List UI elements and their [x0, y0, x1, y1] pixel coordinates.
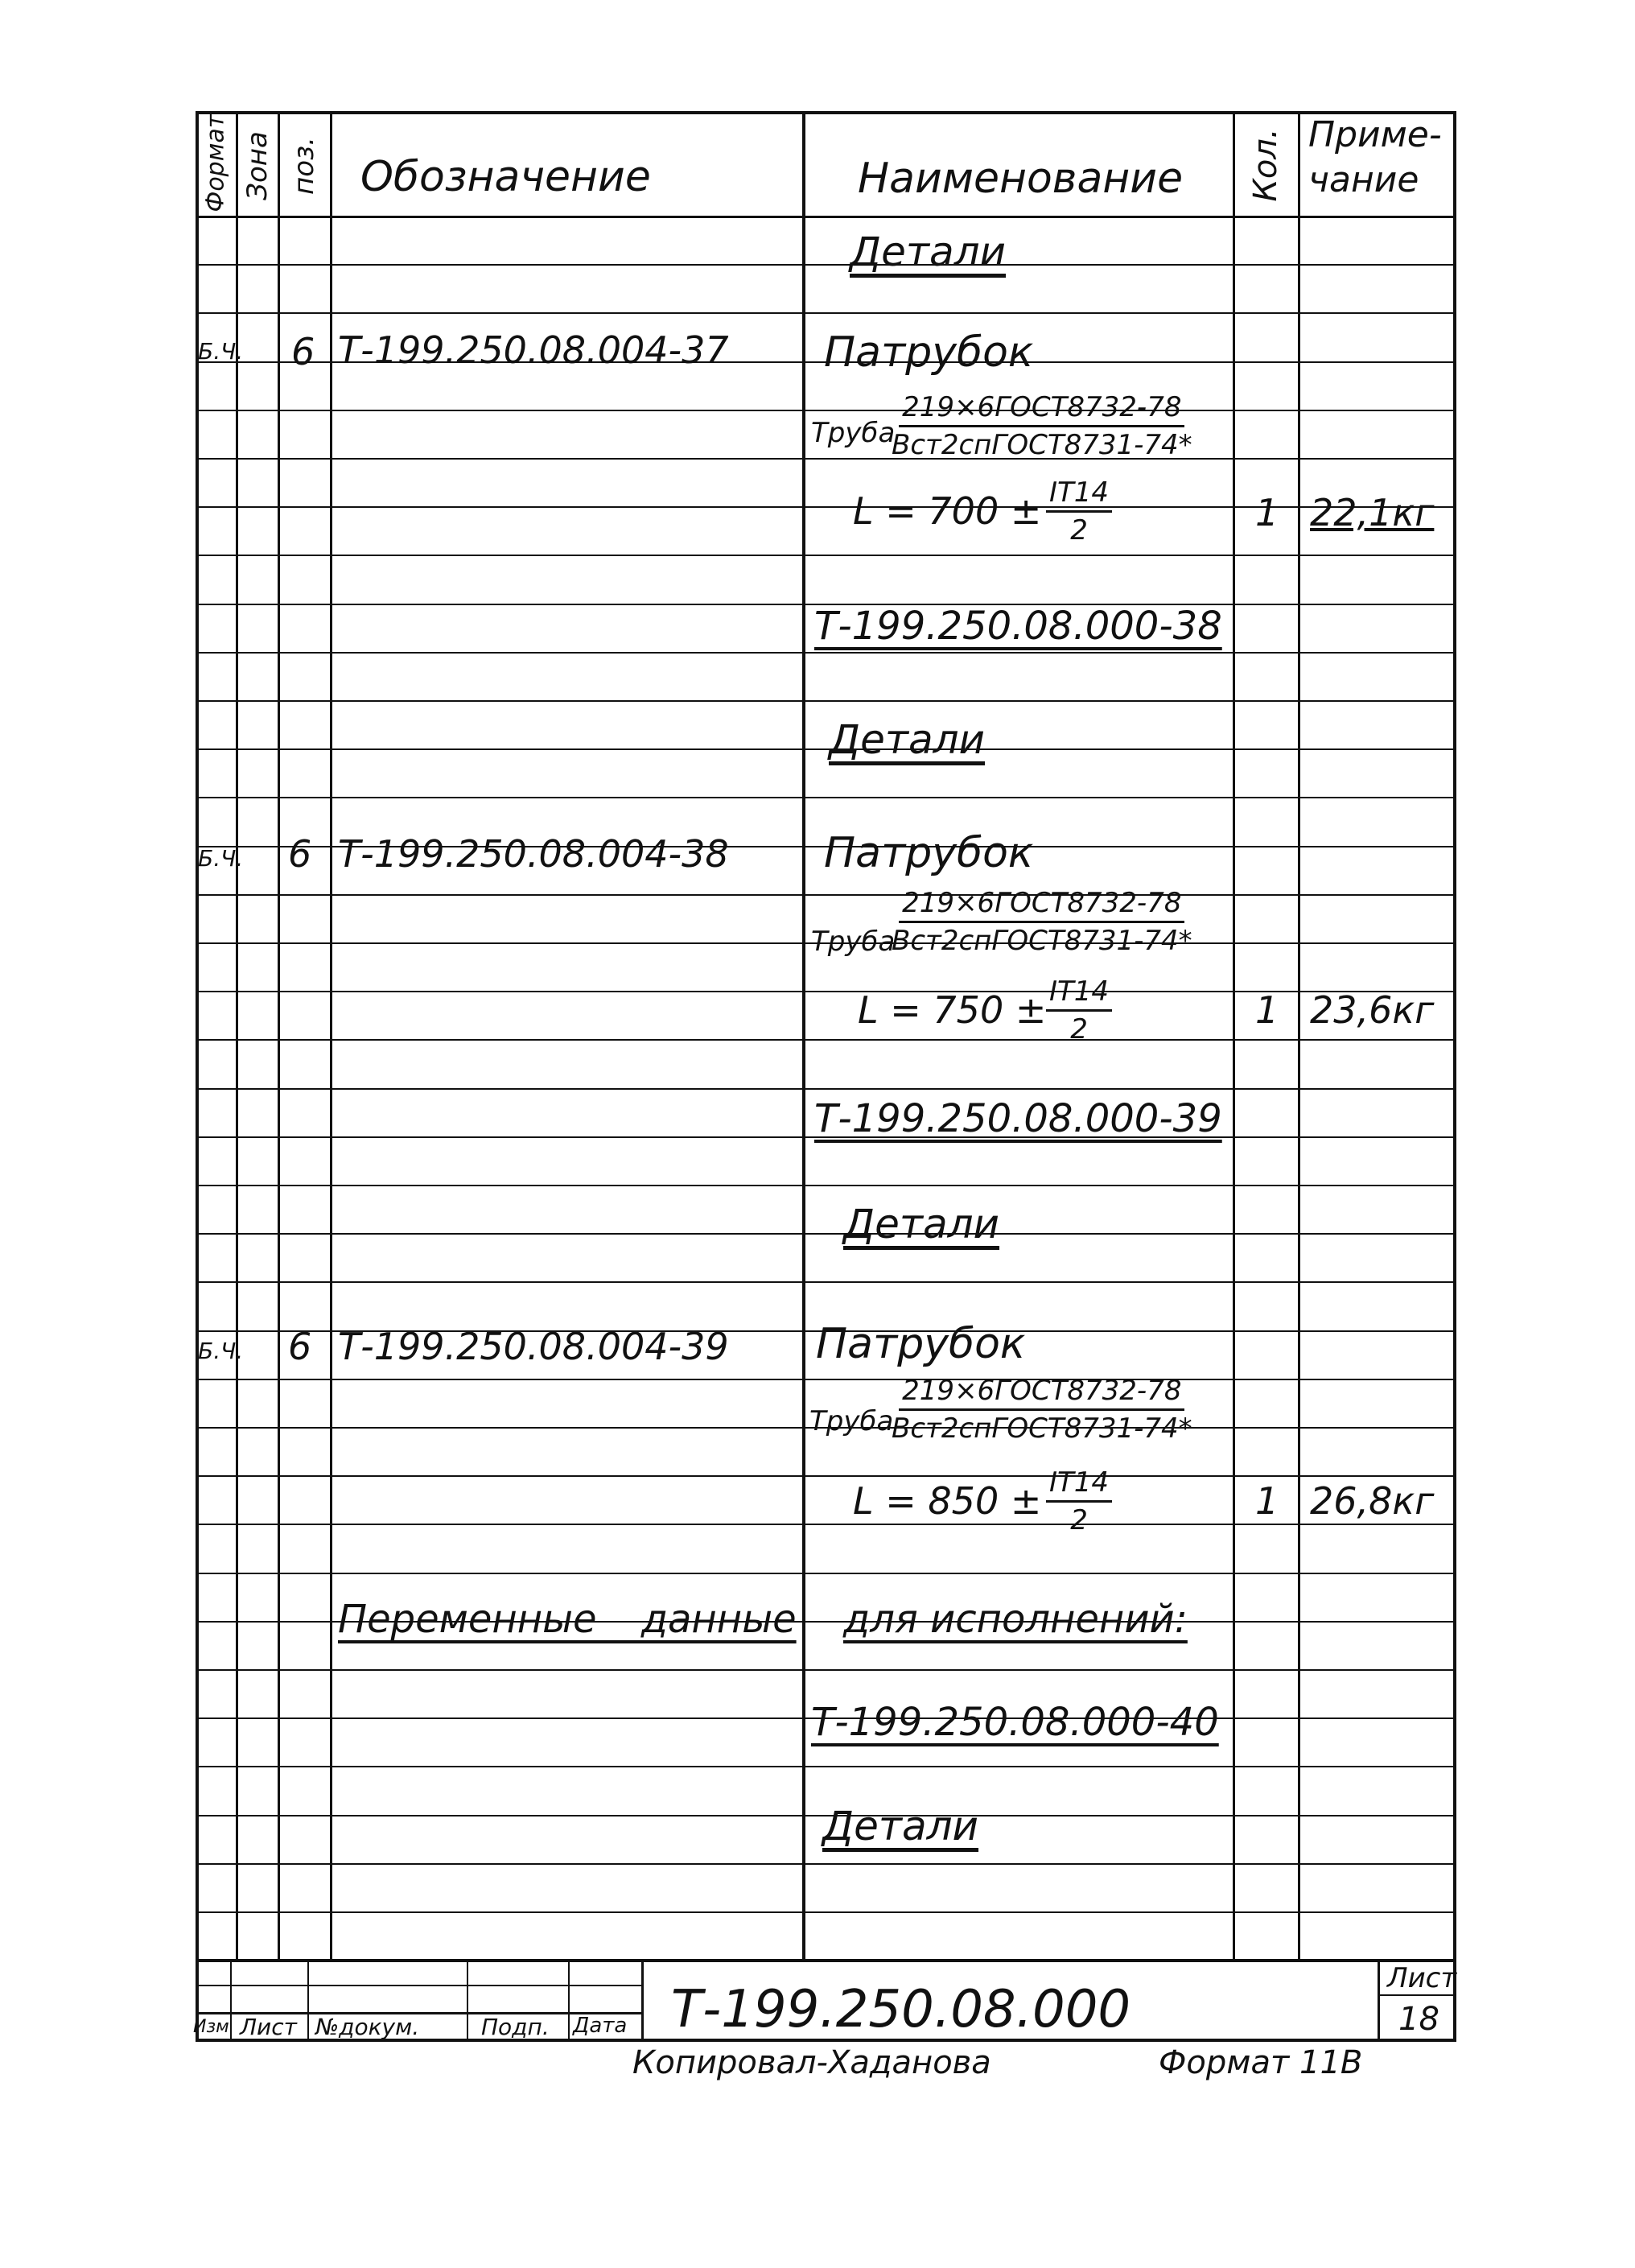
row-line: [196, 1911, 1456, 1913]
format-label: Формат 11В: [1159, 2044, 1363, 2081]
pipe-label: Труба: [811, 417, 896, 449]
header-format: Формат: [201, 113, 230, 212]
row-line: [196, 1233, 1456, 1235]
row-line: [196, 1379, 1456, 1380]
variable-data-label: Переменные данные: [338, 1597, 797, 1642]
row-line: [196, 458, 1456, 460]
section-title-details: Детали: [850, 229, 1007, 275]
variant-title: Т-199.250.08.000-38: [814, 604, 1222, 649]
variant-title: Т-199.250.08.000-40: [811, 1700, 1219, 1745]
row-line: [196, 555, 1456, 556]
pipe-label: Труба: [811, 926, 896, 958]
row-qty: 1: [1255, 988, 1279, 1032]
pipe-spec-num: 219×6ГОСТ8732-78: [899, 887, 1184, 923]
pipe-spec-num: 219×6ГОСТ8732-78: [899, 1375, 1184, 1411]
row-line: [196, 652, 1456, 654]
variant-title: Т-199.250.08.000-39: [814, 1096, 1222, 1141]
row-format: Б.Ч.: [198, 1338, 244, 1364]
document-number: Т-199.250.08.000: [671, 1980, 1131, 2039]
header-zone: Зона: [241, 131, 274, 200]
row-line: [196, 1475, 1456, 1477]
row-pos: 6: [291, 330, 315, 373]
row-line: [196, 797, 1456, 798]
row-format: Б.Ч.: [198, 338, 244, 365]
tolerance-den: 2: [1070, 1504, 1088, 1536]
copied-by: Копировал-Хаданова: [632, 2044, 991, 2081]
tolerance-fraction: [1046, 476, 1112, 546]
title-podp: Подп.: [481, 2014, 550, 2040]
row-designation: Т-199.250.08.004-37: [338, 328, 729, 372]
pipe-spec-fraction: [892, 391, 1192, 461]
row-name: Патрубок: [824, 829, 1034, 877]
row-qty: 1: [1255, 1479, 1279, 1523]
sheet-number: 18: [1398, 2001, 1439, 2038]
row-note: 23,6кг: [1310, 988, 1435, 1032]
variable-data-for: для исполнений:: [843, 1597, 1188, 1642]
row-line: [196, 1281, 1456, 1283]
title-list: Лист: [240, 2014, 297, 2040]
row-line: [196, 1573, 1456, 1574]
header-qty: Кол.: [1247, 128, 1284, 202]
tolerance-num: IT14: [1046, 975, 1112, 1012]
row-name: Патрубок: [824, 328, 1034, 377]
pipe-spec-fraction: [892, 887, 1192, 957]
row-line: [196, 700, 1456, 702]
row-pos: 6: [288, 1325, 312, 1368]
pipe-spec-den: Вст2спГОСТ8731-74*: [892, 925, 1192, 957]
header-name: Наименование: [858, 155, 1184, 203]
tolerance-den: 2: [1070, 514, 1088, 546]
title-data: Дата: [573, 2014, 628, 2038]
header-pos: поз.: [288, 137, 320, 195]
pipe-spec-den: Вст2спГОСТ8731-74*: [892, 429, 1192, 461]
title-izm: Изм: [193, 2017, 229, 2037]
pipe-spec-den: Вст2спГОСТ8731-74*: [892, 1412, 1192, 1445]
row-line: [196, 1669, 1456, 1671]
section-title-details: Детали: [822, 1803, 979, 1849]
length-text: L = 750 ±: [858, 988, 1047, 1032]
row-designation: Т-199.250.08.004-39: [338, 1325, 729, 1368]
sheet-label: Лист: [1387, 1962, 1457, 1994]
pipe-spec-num: 219×6ГОСТ8732-78: [899, 391, 1184, 427]
row-line: [196, 1524, 1456, 1525]
tolerance-den: 2: [1070, 1013, 1088, 1045]
row-line: [196, 1088, 1456, 1090]
tolerance-num: IT14: [1046, 476, 1112, 513]
tolerance-fraction: [1046, 975, 1112, 1045]
row-line: [196, 312, 1456, 314]
title-ndoc: №докум.: [315, 2014, 420, 2040]
row-line: [196, 264, 1456, 266]
row-pos: 6: [288, 832, 312, 876]
section-title-details: Детали: [843, 1201, 1000, 1247]
row-line: [196, 1863, 1456, 1865]
section-title-details: Детали: [829, 716, 986, 763]
row-line: [196, 894, 1456, 896]
row-note: 26,8кг: [1310, 1479, 1435, 1523]
row-line: [196, 748, 1456, 750]
row-line: [196, 1185, 1456, 1186]
row-designation: Т-199.250.08.004-38: [338, 832, 729, 876]
pipe-label: Труба: [809, 1405, 894, 1437]
row-format: Б.Ч.: [198, 845, 244, 872]
header-note: Приме- чание: [1308, 114, 1442, 200]
row-note: 22,1кг: [1310, 491, 1435, 534]
row-qty: 1: [1255, 491, 1279, 534]
row-line: [196, 1766, 1456, 1767]
pipe-spec-fraction: [892, 1375, 1192, 1445]
header-designation: Обозначение: [360, 153, 651, 201]
length-text: L = 700 ±: [853, 489, 1042, 533]
length-text: L = 850 ±: [853, 1479, 1042, 1523]
row-line: [196, 1039, 1456, 1041]
row-line: [196, 410, 1456, 411]
tolerance-fraction: [1046, 1466, 1112, 1536]
row-name: Патрубок: [816, 1320, 1026, 1368]
tolerance-num: IT14: [1046, 1466, 1112, 1503]
